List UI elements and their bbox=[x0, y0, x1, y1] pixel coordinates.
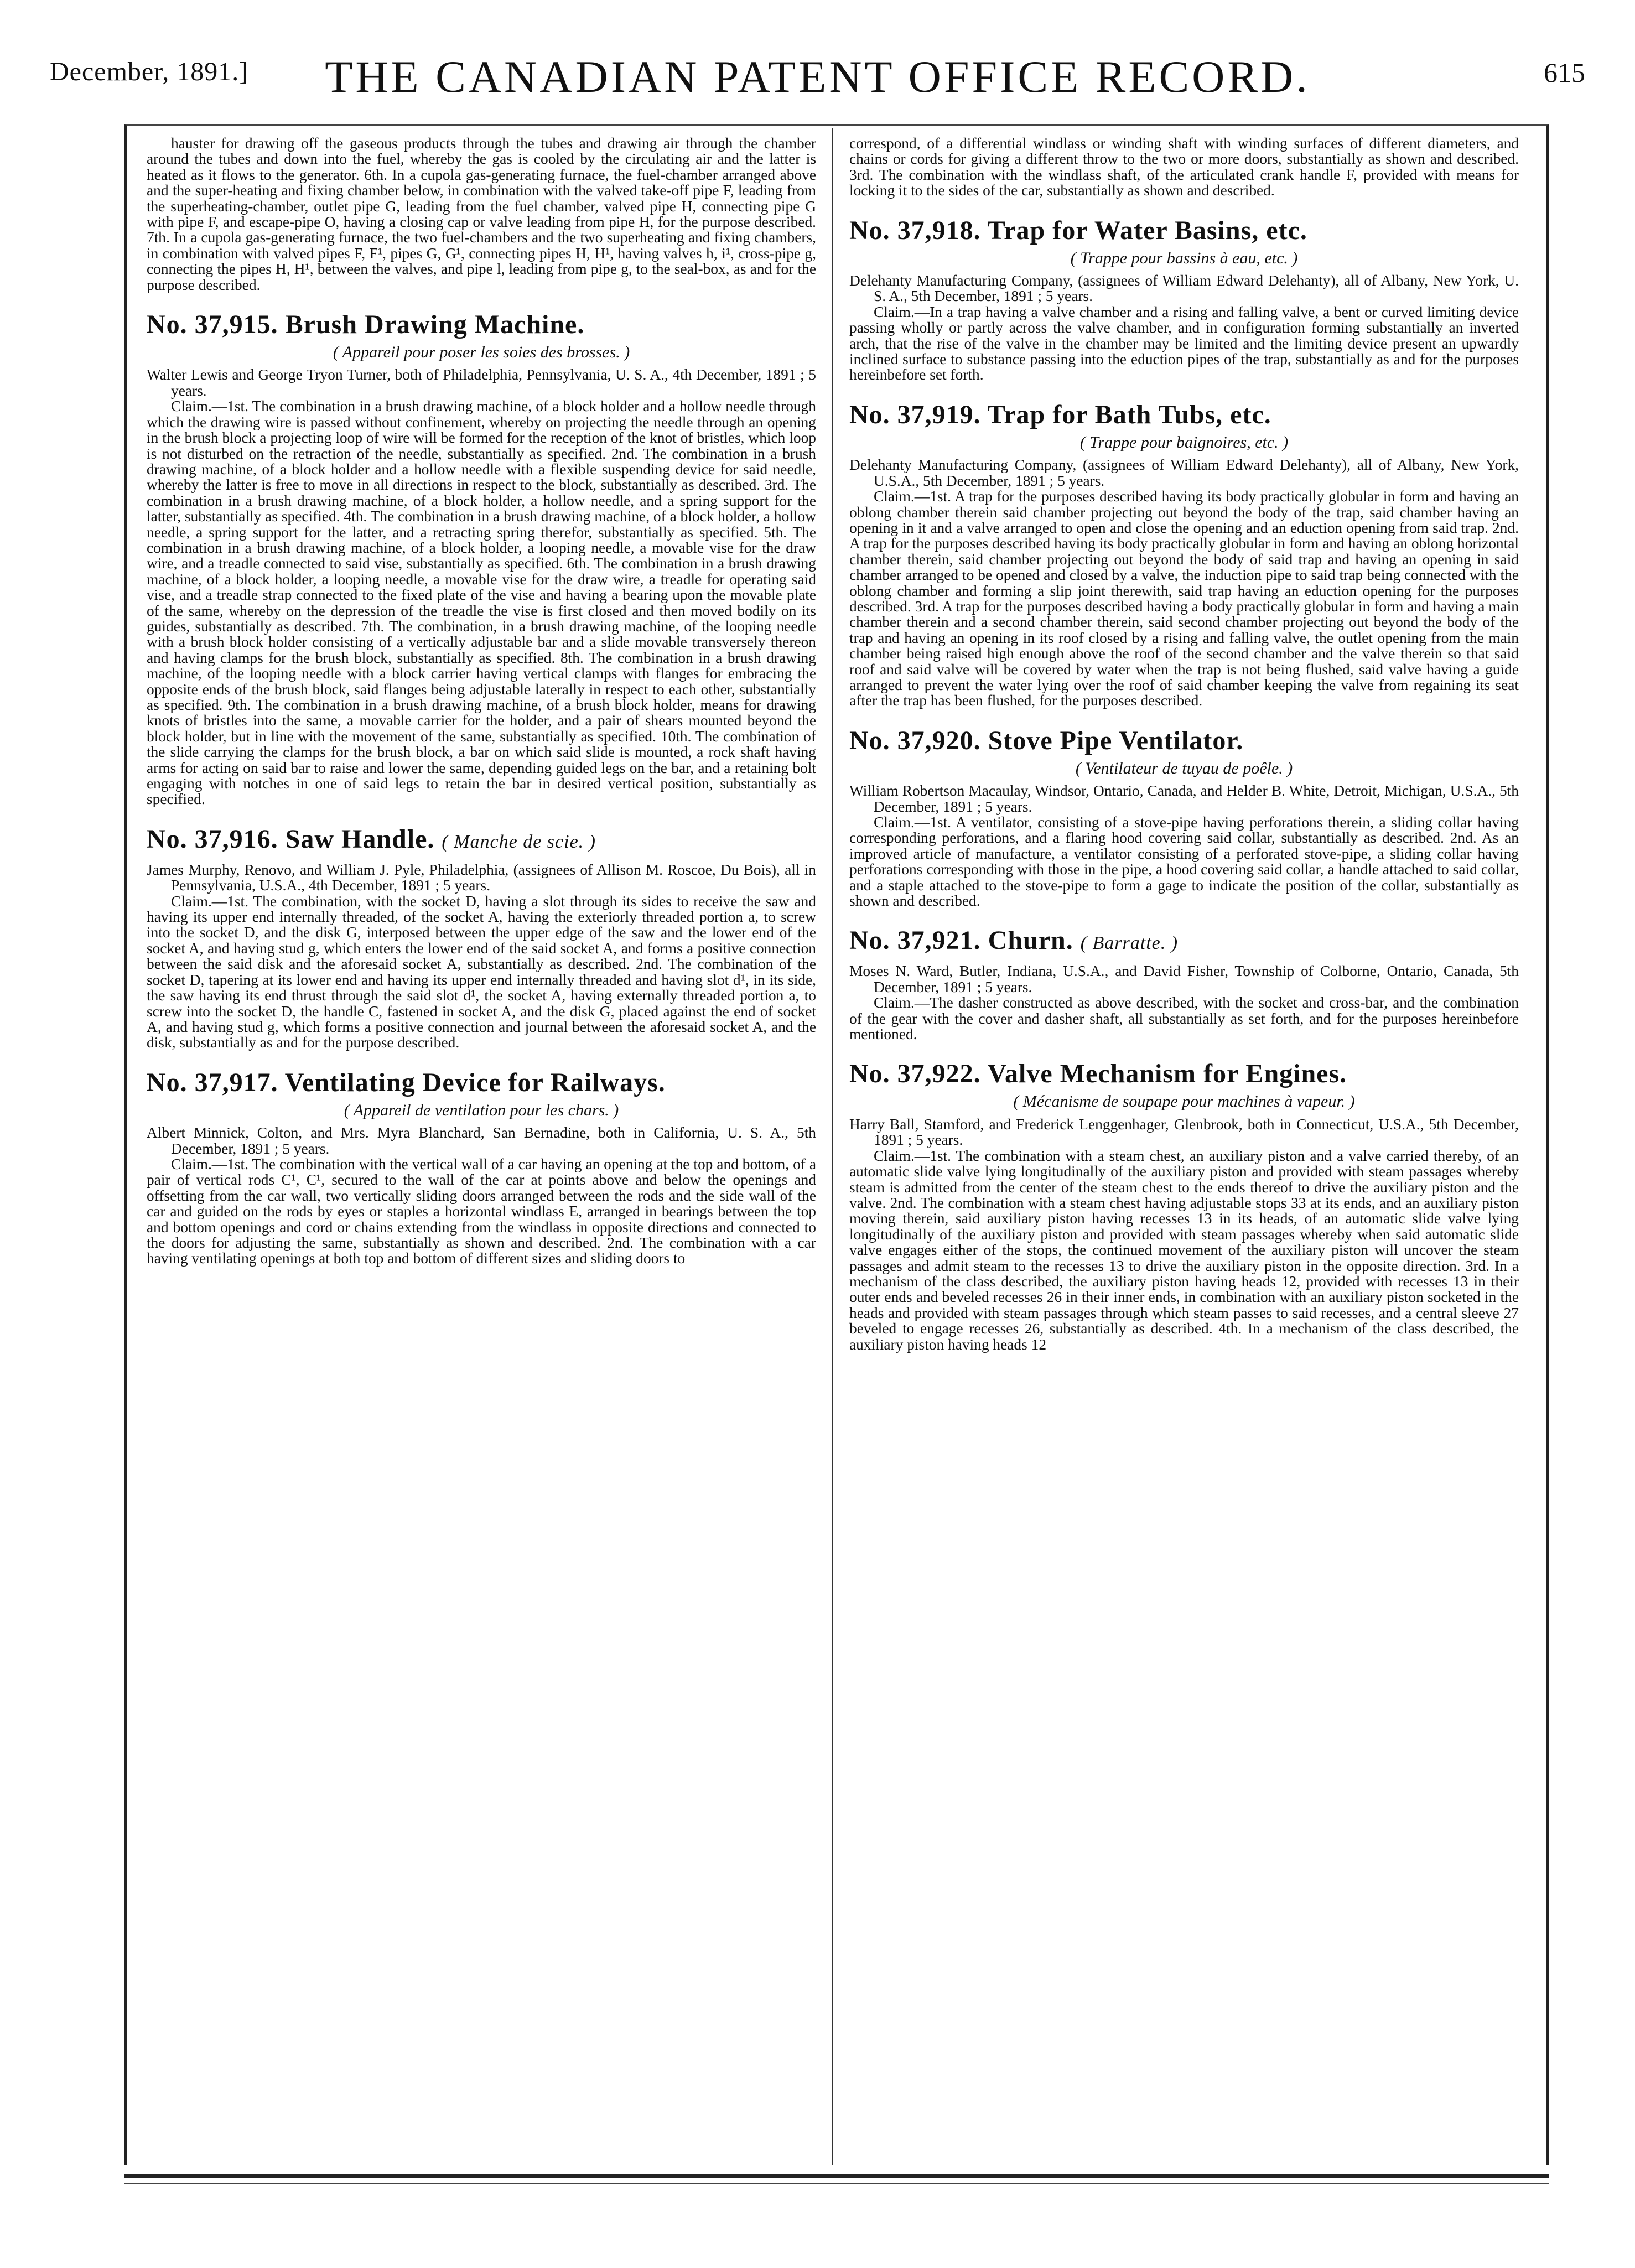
header-date: December, 1891.] bbox=[50, 57, 249, 86]
journal-title: THE CANADIAN PATENT OFFICE RECORD. bbox=[325, 51, 1310, 102]
page-header bbox=[50, 51, 1585, 112]
patent-37919-claim: Claim.—1st. A trap for the purposes described having its body practically globular in form and having an oblong chamber therein said chamber projecting out beyond the body of the trap, said chamber having an opening in it and a valve arranged to open and close the opening and an eduction opening from said trap. 2nd. A trap for the purposes described having its body practically globular in form and having an oblong horizontal chamber therein, said chamber projecting out beyond the body of said trap and having an opening in said chamber arranged to be opened and closed by a valve, the induction pipe to said trap being connected with the oblong chamber and forming a slip joint therewith, said trap having an eduction opening for the purposes described. 3rd. A trap for the purposes described having a body practically globular in form and having a main chamber therein and a second chamber therein, said second chamber projecting out beyond the body of the trap and having an opening in its roof closed by a rising and falling valve, the outlet opening from the main chamber being raised high enough above the roof of the second chamber and the valve therein so that said roof and said valve will be covered by water when the trap is not being flushed, said valve having a guide arranged to prevent the water lying over the roof of said chamber keeping the valve from regaining its seat after the trap has been flushed, for the purposes described. bbox=[849, 488, 1519, 709]
patent-37921-patentee: Moses N. Ward, Butler, Indiana, U.S.A., and David Fisher, Township of Colborne, Ontario, Canada, 5th December, 1891 ; 5 years. bbox=[849, 963, 1519, 995]
bottom-rule bbox=[124, 2174, 1549, 2178]
patent-37921-title-text: No. 37,921. Churn. bbox=[849, 926, 1073, 956]
patent-37922-french-title: ( Mécanisme de soupape pour machines à vapeur. ) bbox=[1013, 1092, 1355, 1111]
patent-37916-patentee: James Murphy, Renovo, and William J. Pyle, Philadelphia, (assignees of Allison M. Roscoe, Du Bois), all in Pennsylvania, U.S.A., 4th December, 1891 ; 5 years. bbox=[147, 861, 816, 894]
patent-37921-french-title: ( Barratte. ) bbox=[1080, 933, 1179, 954]
patent-37922-title: No. 37,922. Valve Mechanism for Engines. bbox=[849, 1059, 1347, 1089]
continued-claim-text: hauster for drawing off the gaseous products through the tubes and drawing air through the chamber around the tubes and down into the fuel, whereby the gas is cooled by the circulating air and the latter is heated as it flows to the generator. 6th. In a cupola gas-generating furnace, the fuel-chamber arranged above and the super-heating and fixing chamber below, in combination with the valved take-off pipe F, leading from the superheating-chamber, outlet pipe G, leading from the fuel chamber, valved pipe H, connecting pipe G with pipe F, and escape-pipe O, having a closing cap or valve leading from pipe H, for the purpose described. 7th. In a cupola gas-generating furnace, the two fuel-chambers and the two superheating and fixing chambers, in combination with valved pipes F, F¹, pipes G, G¹, connecting pipes H, H¹, having valves h, i¹, cross-pipe g, connecting the pipes H, H¹, between the valves, and pipe l, leading from pipe g, to the seal-box, as and for the purpose described. bbox=[147, 135, 816, 293]
patent-37918-title: No. 37,918. Trap for Water Basins, etc. bbox=[849, 215, 1307, 245]
patent-37921-claim: Claim.—The dasher constructed as above described, with the socket and cross-bar, and the combination of the gear with the cover and dasher shaft, all substantially as set forth, and for the purposes hereinbefore mentioned. bbox=[849, 994, 1519, 1043]
patent-37915-title: No. 37,915. Brush Drawing Machine. bbox=[147, 310, 585, 340]
patent-37922-patentee: Harry Ball, Stamford, and Frederick Lenggenhager, Glenbrook, both in Connecticut, U.S.A., 5th December, 1891 ; 5 years. bbox=[849, 1115, 1519, 1149]
patent-37917-title: No. 37,917. Ventilating Device for Railways. bbox=[147, 1067, 666, 1097]
patent-37921-title bbox=[849, 925, 1519, 959]
patent-37920-claim: Claim.—1st. A ventilator, consisting of a stove-pipe having perforations therein, a sliding collar having corresponding perforations, and a flaring hood covering said collar, substantially as described. 2nd. As an improved article of manufacture, a ventilator consisting of a perforated stove-pipe, a sliding collar having perforations corresponding with those in the pipe, a hood covering said collar, a handle attached to said collar, and a staple attached to the stove-pipe to form a gage to indicate the position of the collar, substantially as shown and described. bbox=[849, 814, 1519, 910]
patent-37915-french-title: ( Appareil pour poser les soies des brosses. ) bbox=[333, 343, 630, 362]
patent-37916-claim: Claim.—1st. The combination, with the socket D, having a slot through its sides to receive the saw and having its upper end internally threaded, of the socket A, having the exteriorly threaded portion a, to screw into the socket D, and the disk G, interposed between the upper edge of the saw and the lower end of the socket A, and having stud g, which enters the lower end of the said socket A, and forms a positive connection between the said disk and the aforesaid socket A, substantially as described. 2nd. The combination of the socket D, tapering at its lower end and having its upper end internally threaded and having slot d¹, in its side, the saw having its end thrust through the said slot d¹, the socket A, having externally threaded portion a, to screw into the socket D, the handle C, fastened in socket A, and the disk G, placed against the end of socket A, and having stud g, which forms a positive connection and journal between the aforesaid socket A, and the disk, substantially as and for the purpose described. bbox=[147, 892, 816, 1051]
patent-37920-patentee: William Robertson Macaulay, Windsor, Ontario, Canada, and Helder B. White, Detroit, Michigan, U.S.A., 5th December, 1891 ; 5 years. bbox=[849, 782, 1519, 815]
continued-claim-text-right: correspond, of a differential windlass or winding shaft with winding surfaces of different diameters, and chains or cords for giving a different throw to the two or more doors, substantially as shown and described. 3rd. The combination with the windlass shaft, of the articulated crank handle F, provided with means for locking it to the sides of the car, substantially as shown and described. bbox=[849, 135, 1519, 199]
patent-37917-french-title: ( Appareil de ventilation pour les chars. ) bbox=[344, 1101, 619, 1119]
patent-37920-title: No. 37,920. Stove Pipe Ventilator. bbox=[849, 725, 1244, 755]
right-column bbox=[849, 136, 1519, 1352]
patent-37916-title-text: No. 37,916. Saw Handle. bbox=[147, 824, 435, 854]
patent-37919-title: No. 37,919. Trap for Bath Tubs, etc. bbox=[849, 399, 1271, 429]
patent-37922-claim: Claim.—1st. The combination with a steam chest, an auxiliary piston and a valve carried thereby, of an automatic slide valve lying longitudinally of the auxiliary piston and provided with steam passages whereby steam is admitted from the center of the steam chest to the ends thereof to drive the auxiliary piston and the valve. 2nd. The combination with a steam chest having adjustable stops 33 at its ends, and an auxiliary piston moving therein, said auxiliary piston having recesses 13 in its heads, of an automatic slide valve lying longitudinally of the auxiliary piston and provided with steam passages whereby when said automatic slide valve engages either of the stops, the continued movement of the auxiliary piston will uncover the steam passages and admit steam to the recesses 13 to drive the auxiliary piston in the opposite direction. 3rd. In a mechanism of the class described, the auxiliary piston having heads 12, provided with recesses 13 in their outer ends and beveled recesses 26 in their inner ends, in combination with an auxiliary piston socketed in the heads and provided with steam passages through which steam passes to said recesses, and a central sleeve 27 beveled to engage recesses 26, substantially as described. 4th. In a mechanism of the class described, the auxiliary piston having heads 12 bbox=[849, 1147, 1519, 1353]
patent-37918-french-title: ( Trappe pour bassins à eau, etc. ) bbox=[1070, 248, 1298, 267]
patent-37917-claim: Claim.—1st. The combination with the vertical wall of a car having an opening at the top and bottom, of a pair of vertical rods C¹, C¹, secured to the wall of the car at points above and below the openings and offsetting from the car wall, two vertically sliding doors arranged between the rods and the side wall of the car and guided on the rods by eyes or staples a horizontal windlass E, arranged in bearings between the top and bottom openings and cord or chains extending from the windlass in opposite directions and connected to the doors for adjusting the same, substantially as shown and described. 2nd. The combination with a car having ventilating openings at both top and bottom of different sizes and sliding doors to bbox=[147, 1155, 816, 1267]
patent-37916-title bbox=[147, 824, 816, 858]
patent-37919-patentee: Delehanty Manufacturing Company, (assignees of William Edward Delehanty), all of Albany, New York, U.S.A., 5th December, 1891 ; 5 years. bbox=[849, 456, 1519, 489]
patent-37917-patentee: Albert Minnick, Colton, and Mrs. Myra Blanchard, San Bernadine, both in California, U. S. A., 5th December, 1891 ; 5 years. bbox=[147, 1124, 816, 1157]
patent-37918-patentee: Delehanty Manufacturing Company, (assignees of William Edward Delehanty), all of Albany, New York, U. S. A., 5th December, 1891 ; 5 years. bbox=[849, 272, 1519, 305]
bottom-rule-thin bbox=[124, 2183, 1549, 2184]
patent-37919-french-title: ( Trappe pour baignoires, etc. ) bbox=[1079, 433, 1289, 451]
patent-37916-french-title: ( Manche de scie. ) bbox=[442, 831, 596, 852]
patent-37920-french-title: ( Ventilateur de tuyau de poêle. ) bbox=[1075, 759, 1293, 777]
patent-37918-claim: Claim.—In a trap having a valve chamber and a rising and falling valve, a bent or curved limiting device passing wholly or partly across the valve chamber, and in configuration forming substantially an inverted arch, that the rise of the valve in the chamber may be limited and the limiting device present an upwardly inclined surface to substance passing into the eduction pipes of the trap, substantially as and for the purposes hereinbefore set forth. bbox=[849, 303, 1519, 383]
column-divider bbox=[832, 128, 833, 2165]
left-column bbox=[147, 136, 816, 1267]
page-number: 615 bbox=[1544, 57, 1585, 88]
patent-37915-patentee: Walter Lewis and George Tryon Turner, both of Philadelphia, Pennsylvania, U. S. A., 4th December, 1891 ; 5 years. bbox=[147, 366, 816, 399]
patent-37915-claim: Claim.—1st. The combination in a brush drawing machine, of a block holder and a hollow needle through which the drawing wire is passed without confinement, whereby on projecting the needle through an opening in the brush block a projecting loop of wire will be formed for the reception of the knot of bristles, which loop is not disturbed on the retraction of the needle, substantially as specified. 2nd. The combination in a brush drawing machine, of a block holder and a hollow needle with a flexible suspending device for said needle, whereby the latter is free to move in all directions in respect to the block, substantially as described. 3rd. The combination in a brush drawing machine, of a block holder, a hollow needle, and a spring support for the latter, substantially as specified. 4th. The combination in a brush drawing machine, of a block holder, a hollow needle, a spring support for the latter, and a retracting spring therefor, substantially as specified. 5th. The combination in a brush drawing machine, of a block holder, a looping needle, a movable vise for the draw wire, and a treadle connected to said vise, substantially as specified. 6th. The combination in a brush drawing machine, of a block holder, a looping needle, a movable vise for the draw wire, a treadle for operating said vise, and a treadle strap connected to the fixed plate of the vise and having a bearing upon the movable plate of the same, whereby on the depression of the treadle the vise is first closed and then moved bodily on its guides, substantially as described. 7th. The combination, in a brush drawing machine, of the looping needle with a brush block holder consisting of a vertically adjustable bar and a slide movable transversely thereon and having clamps for the brush block, substantially as specified. 8th. The combination in a brush drawing machine, of the looping needle with a block carrier having vertical clamps with flanges for embracing the opposite ends of the brush block, said flanges being adjustable laterally in respect to each other, substantially as specified. 9th. The combination in a brush drawing machine, of a brush block holder, means for drawing knots of bristles into the same, a movable carrier for the holder, and a pair of shears mounted beyond the block holder, but in line with the movement of the same, substantially as specified. 10th. The combination of the slide carrying the clamps for the brush block, a bar on which said slide is mounted, a rock shaft having arms for acting on said bar to raise and lower the same, depending guided legs on the bar, and a retaining bolt engaging with notches in one of said legs to retain the bar in desired vertical position, substantially as specified. bbox=[147, 398, 816, 808]
